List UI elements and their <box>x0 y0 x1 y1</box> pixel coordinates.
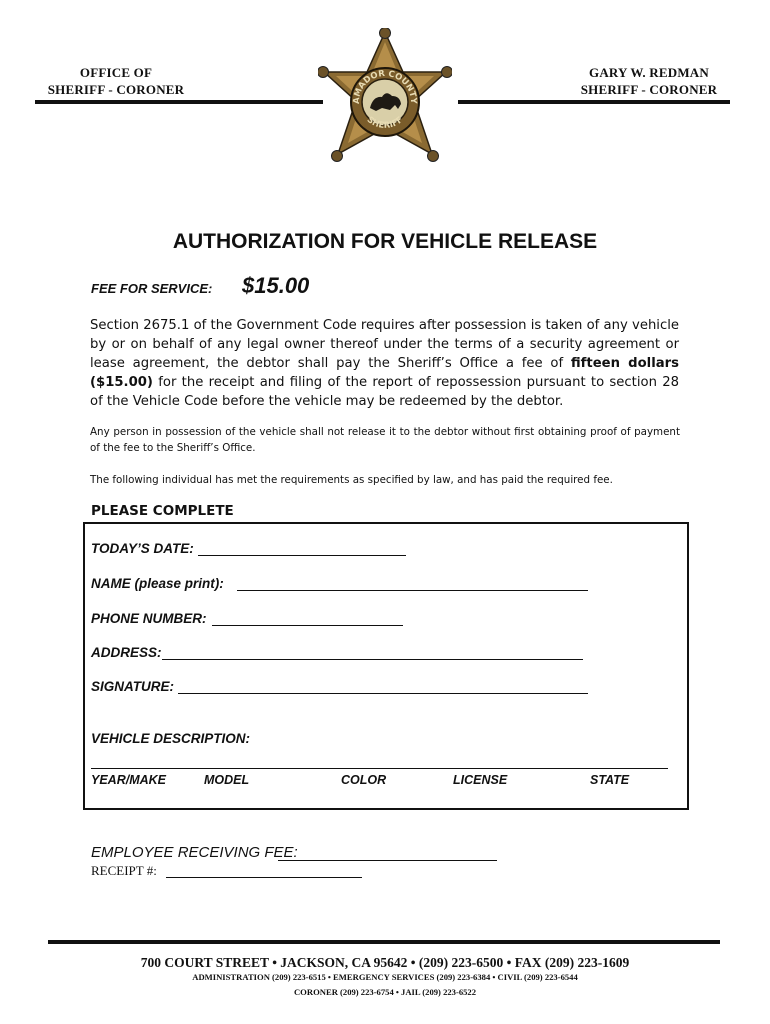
para1-text-b: for the receipt and filing of the report of repossession pursuant to section 28 of the Vehicle Code before the vehicle may be redeemed by the debtor. <box>90 375 679 409</box>
todays-date-label: TODAY’S DATE: <box>91 541 194 556</box>
column-year-make: YEAR/MAKE <box>91 773 167 787</box>
receipt-number-label: RECEIPT #: <box>91 863 157 878</box>
government-code-paragraph <box>90 316 679 411</box>
sheriff-name-text: GARY W. REDMAN <box>589 65 709 80</box>
office-of-text: OFFICE OF <box>79 65 153 80</box>
badge-bottom-text: SHERIFF <box>364 114 406 132</box>
fee-label: FEE FOR SERVICE: <box>91 281 213 296</box>
column-license: LICENSE <box>453 773 508 787</box>
signature-field[interactable] <box>178 693 588 694</box>
document-title: AUTHORIZATION FOR VEHICLE RELEASE <box>172 230 598 253</box>
footer-address-line: 700 COURT STREET • JACKSON, CA 95642 • (209) 223-6500 • FAX (209) 223-1609 <box>140 955 630 970</box>
requirements-met-paragraph: The following individual has met the requirements as specified by law, and has paid the required fee. <box>90 474 613 486</box>
address-label: ADDRESS: <box>91 645 162 660</box>
address-field[interactable] <box>162 659 583 660</box>
name-label: NAME (please print): <box>91 576 224 591</box>
sheriff-coroner-left-text: SHERIFF - CORONER <box>47 82 185 97</box>
employee-receiving-fee-label: EMPLOYEE RECEIVING FEE: <box>91 844 298 861</box>
badge-top-text: AMADOR COUNTY <box>351 68 419 105</box>
column-model: MODEL <box>204 773 250 787</box>
please-complete-heading: PLEASE COMPLETE <box>91 503 234 519</box>
fee-amount: $15.00 <box>242 273 310 298</box>
completion-form-box <box>83 522 689 810</box>
sheriff-star-badge-logo <box>318 28 452 174</box>
sheriff-coroner-right-text: SHERIFF - CORONER <box>580 82 718 97</box>
header-rule-right <box>458 100 730 104</box>
vehicle-description-label: VEHICLE DESCRIPTION: <box>91 731 251 746</box>
sheriff-name-header <box>560 64 738 98</box>
para1-text-a: Section 2675.1 of the Government Code requires after possession is taken of any vehicle by or on behalf of any legal owner thereof under the terms of a security agreement or lease agreement, the debtor shall pay the Sheriff’s Office a fee of <box>90 318 679 371</box>
column-color: COLOR <box>341 773 387 787</box>
footer-coroner-jail-phones: CORONER (209) 223-6754 • JAIL (209) 223-6522 <box>293 987 477 997</box>
signature-label: SIGNATURE: <box>91 679 174 694</box>
header-rule-left <box>35 100 323 104</box>
footer-department-phones: ADMINISTRATION (209) 223-6515 • EMERGENCY SERVICES (209) 223-6384 • CIVIL (209) 223-6544 <box>192 972 578 982</box>
release-warning-paragraph: Any person in possession of the vehicle shall not release it to the debtor without first obtaining proof of payment of the fee to the Sheriff’s Office. <box>90 426 680 454</box>
footer-rule <box>48 940 720 944</box>
todays-date-field[interactable] <box>198 555 406 556</box>
phone-number-field[interactable] <box>212 625 403 626</box>
office-header-left <box>34 64 198 98</box>
phone-number-label: PHONE NUMBER: <box>91 611 207 626</box>
vehicle-description-field[interactable] <box>91 768 668 769</box>
receipt-number-field[interactable] <box>166 877 362 878</box>
para1-fee-bold: fifteen dollars ($15.00) <box>90 356 679 390</box>
employee-receiving-fee-field[interactable] <box>278 860 497 861</box>
column-state: STATE <box>590 773 630 787</box>
name-field[interactable] <box>237 590 588 591</box>
